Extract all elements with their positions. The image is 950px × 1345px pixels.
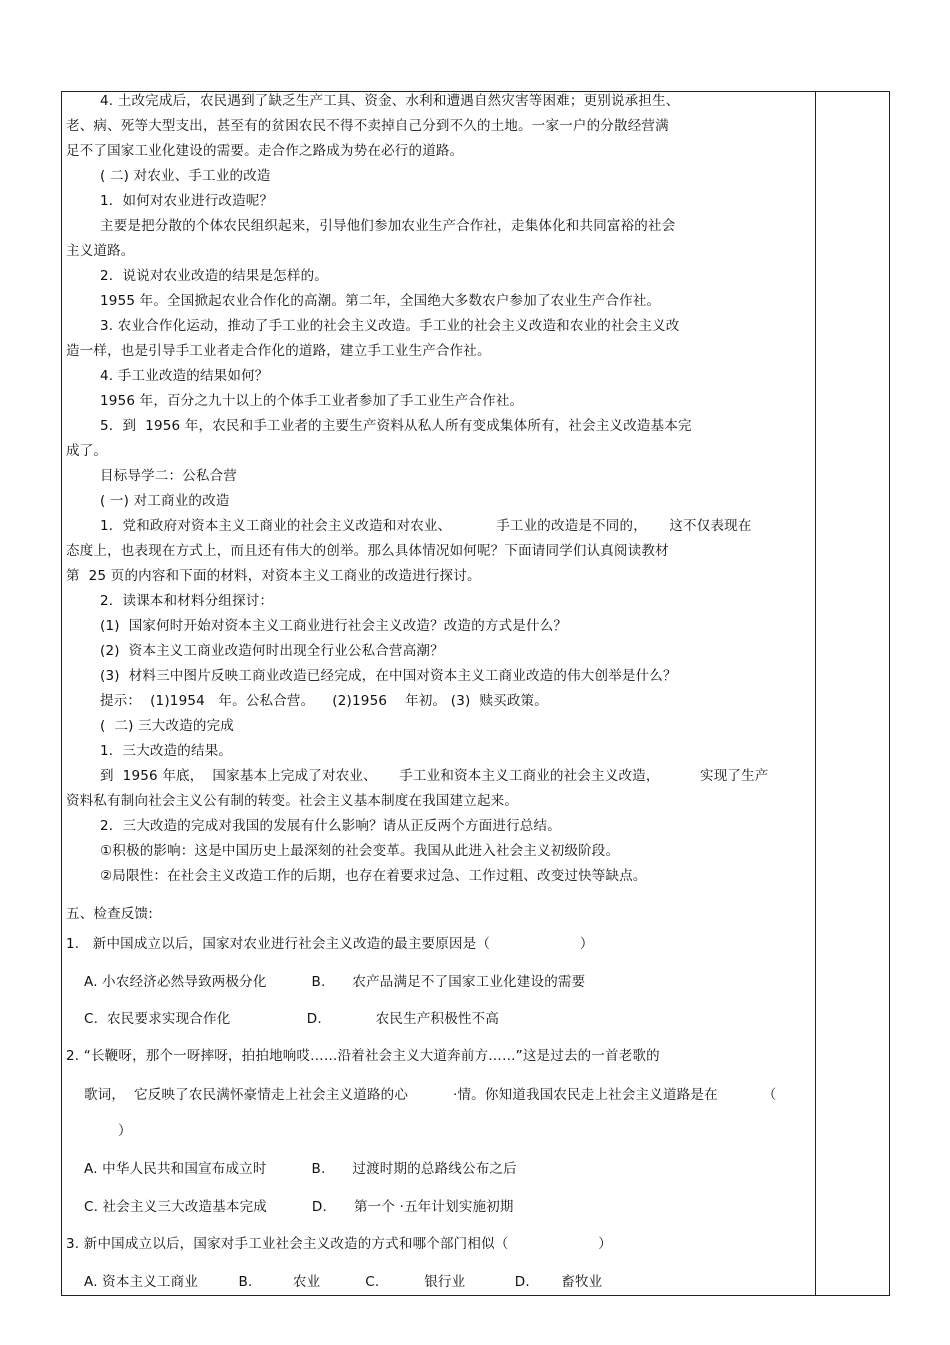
text-line: 成了。 [66,443,108,459]
text-line: 4. 土改完成后，农民遇到了缺乏生产工具、资金、水利和遭遇自然灾害等困难；更别说承担生、 [100,93,680,109]
text-line: 2．读课本和材料分组探讨： [100,593,274,609]
answer-options: C. 农民要求实现合作化 D. 农民生产积极性不高 [84,1011,500,1027]
text-line: (3) 材料三中图片反映工商业改造已经完成，在中国对资本主义工商业改造的伟大创举是什么？ [100,668,677,684]
answer-options: A. 中华人民共和国宣布成立时 B. 过渡时期的总路线公布之后 [84,1161,517,1177]
text-line: (2) 资本主义工商业改造何时出现全行业公私合营高潮？ [100,643,444,659]
text-line: 老、病、死等大型支出，甚至有的贫困农民不得不卖掉自己分到不久的土地。一家一户的分散经营满 [66,118,669,134]
text-line: 第 25 页的内容和下面的材料，对资本主义工商业的改造进行探讨。 [66,568,481,584]
text-line: (1) 国家何时开始对资本主义工商业进行社会主义改造？改造的方式是什么？ [100,618,568,634]
question: 2. “长鞭呀，那个一呀摔呀，拍拍地响哎……沿着社会主义大道奔前方……”这是过去的一首老歌的 [66,1048,660,1064]
section-heading: ( 二) 对农业、手工业的改造 [100,168,271,184]
question: ） [118,1123,132,1139]
text-line: 1．党和政府对资本主义工商业的社会主义改造和对农业、 手工业的改造是不同的， 这不仅表现在 [100,518,752,534]
text-line: 2．说说对农业改造的结果是怎样的。 [100,268,328,284]
text-line: 2．三大改造的完成对我国的发展有什么影响？请从正反两个方面进行总结。 [100,818,561,834]
section-heading: ( 一) 对工商业的改造 [100,493,230,509]
text-line: 态度上，也表现在方式上，而且还有伟大的创举。那么具体情况如何呢？下面请同学们认真阅读教材 [66,543,669,559]
text-line: 1955 年。全国掀起农业合作化的高潮。第二年，全国绝大多数农户参加了农业生产合作社。 [100,293,661,309]
text-line: 1956 年，百分之九十以上的个体手工业者参加了手工业生产合作社。 [100,393,524,409]
text-line: 1．三大改造的结果。 [100,743,233,759]
section-heading: 五、检查反馈: [66,906,153,922]
section-heading: ( 二) 三大改造的完成 [100,718,235,734]
text-line: 主要是把分散的个体农民组织起来，引导他们参加农业生产合作社，走集体化和共同富裕的社会 [100,218,676,234]
text-line: 资料私有制向社会主义公有制的转变。社会主义基本制度在我国建立起来。 [66,793,519,809]
text-line: 造一样，也是引导手工业者走合作化的道路，建立手工业生产合作社。 [66,343,491,359]
text-line: 4. 手工业改造的结果如何？ [100,368,269,384]
text-line: ①积极的影响：这是中国历史上最深刻的社会变革。我国从此进入社会主义初级阶段。 [100,843,620,859]
question: 3. 新中国成立以后，国家对手工业社会主义改造的方式和哪个部门相似（ ） [66,1236,612,1252]
column-divider [815,91,816,1296]
text-line: 1．如何对农业进行改造呢？ [100,193,274,209]
text-line: 足不了国家工业化建设的需要。走合作之路成为势在必行的道路。 [66,143,464,159]
question: 1. 新中国成立以后，国家对农业进行社会主义改造的最主要原因是（ ） [66,936,594,952]
section-heading: 目标导学二：公私合营 [100,468,237,484]
text-line: 到 1956 年底， 国家基本上完成了对农业、 手工业和资本主义工商业的社会主义改造， 实现了生产 [100,768,769,784]
question: 歌词， 它反映了农民满怀豪情走上社会主义道路的心 ·情。你知道我国农民走上社会主义道路是在 （ [84,1087,777,1103]
answer-options: C. 社会主义三大改造基本完成 D. 第一个 ·五年计划实施初期 [84,1199,514,1215]
text-line: 提示： (1)1954 年。公私合营。 (2)1956 年初。 (3) 赎买政策。 [100,693,548,709]
text-line: 5．到 1956 年，农民和手工业者的主要生产资料从私人所有变成集体所有，社会主义改造基本完 [100,418,692,434]
text-line: 3. 农业合作化运动，推动了手工业的社会主义改造。手工业的社会主义改造和农业的社会主义改 [100,318,680,334]
answer-options: A. 小农经济必然导致两极分化 B. 农产品满足不了国家工业化建设的需要 [84,974,586,990]
answer-options: A. 资本主义工商业 B. 农业 C. 银行业 D. 畜牧业 [84,1274,603,1290]
text-line: ②局限性：在社会主义改造工作的后期，也存在着要求过急、工作过粗、改变过快等缺点。 [100,868,647,884]
text-line: 主义道路。 [66,243,135,259]
